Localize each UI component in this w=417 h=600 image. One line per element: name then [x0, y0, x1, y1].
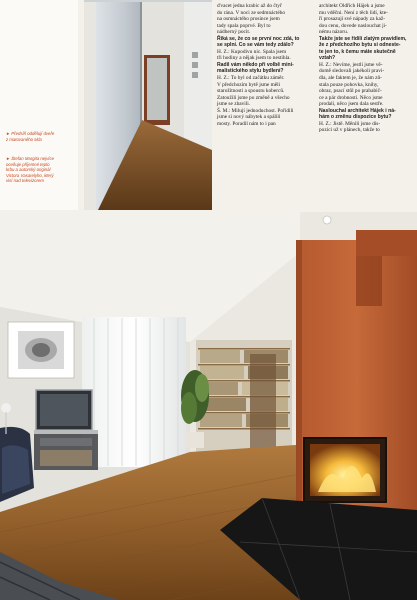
text-line: Říká se, že co se první noc zdá, to [217, 35, 300, 42]
text-line: te jen to, k čemu máte skutečně [319, 48, 396, 55]
text-line: architekt Oldřich Hájek a jsme [319, 3, 385, 9]
caption-line: visí nad televizorem [6, 178, 44, 184]
paragraph [319, 62, 412, 108]
text-line: se splní. Co se vám tedy zdálo? [217, 42, 294, 49]
text-line: dou cenu, dovede naslouchat ji- [319, 22, 387, 29]
interview-question [319, 108, 412, 121]
interview-question [217, 62, 313, 75]
text-line: jsme si nový nábytek a spálili [217, 114, 281, 121]
paragraph [217, 49, 313, 62]
text-line: že z předchozího bytu si odneste- [319, 42, 401, 49]
text-line: Naslouchal architekt Hájek i ná- [319, 107, 396, 114]
paragraph [217, 108, 313, 128]
text-line: tady spala poprvé. Byl to [217, 22, 271, 29]
paragraph [319, 121, 412, 134]
text-line: V předchozím bytě jsme měli [217, 81, 281, 88]
text-line: tři hodiny a nějak jsem to nestihla. [217, 55, 291, 62]
text-line: H. Z.: Jistě. Měnili jsme dis- [319, 120, 381, 127]
text-line: ďvacet jedna krabic až do čtyř [217, 3, 282, 9]
text-line: dla, ale faktem je, že nám zů- [319, 75, 382, 82]
caption-line: Štefan Margita nejvíce [11, 156, 55, 161]
text-line: H. Z.: Kupodivu nic. Spala jsem [217, 48, 287, 55]
caption-line: z matovaného skla [6, 136, 42, 142]
paragraph [217, 75, 313, 108]
text-line: na osmnáctého prosince jsem [217, 16, 280, 23]
text-line: nému názoru. [319, 29, 349, 36]
caption-column [0, 0, 78, 210]
article-column-1 [217, 3, 313, 127]
text-line: mosty. Poradil nám to i pan [217, 120, 276, 127]
caption-arrow-icon: ► [6, 131, 11, 136]
caption-line: krbu a autorský originál [6, 167, 51, 173]
text-line: H. Z.: To byl od začátku záměr. [217, 75, 285, 82]
text-line: H. Z.: Nevíme, jestli jsme vě- [319, 61, 383, 68]
text-line: nádherný pocit. [217, 29, 251, 36]
text-line: malistického stylu bydlení? [217, 68, 284, 75]
text-line: prodali, něco jsem dala sestře. [319, 101, 384, 108]
text-line: stala pouze pohovka, knihy, [319, 81, 379, 88]
interview-question [217, 36, 313, 49]
text-line: vztah? [319, 55, 336, 62]
text-line: starožitnosti a spoustu koberců. [217, 88, 285, 95]
paragraph [217, 3, 313, 36]
text-line: mu vděčni. Není z těch lidí, kte- [319, 9, 388, 16]
text-line: ří prosazují své nápady za kaž- [319, 16, 386, 23]
text-line: ce a pár drobností. Něco jsme [319, 94, 383, 101]
text-line: hám o změnu dispozice bytu? [319, 114, 392, 121]
text-line: Radil vám někdo při volbě mini- [217, 61, 294, 68]
caption-arrow-icon: ► [6, 156, 11, 161]
caption-line: oceňuje příjemné teplo [6, 161, 50, 167]
hallway-photo [84, 0, 212, 210]
photo-caption-fireplace [6, 156, 76, 184]
living-room-photo [0, 212, 417, 600]
caption-line: Victora Vasarelyho, který [6, 172, 54, 178]
paragraph [319, 3, 412, 36]
caption-line: Předsíň oddělují dveře [11, 131, 55, 136]
text-line: jsme se zbavili. [217, 101, 251, 108]
text-line: pozici už v plánech, takže to [319, 127, 380, 134]
text-line: obraz, psací stůl po prababič- [319, 88, 382, 95]
text-line: Š. M.: Milují jednoduchost. Pořídili [217, 107, 294, 114]
text-line: Zatoužili jsme po změně a všecho [217, 94, 290, 101]
text-line: Takže jste se řídili zlatým pravidlem, [319, 35, 407, 42]
interview-question [319, 36, 412, 62]
photo-caption-door [6, 131, 76, 142]
text-line: domě sledovali jakékoli pravi- [319, 68, 385, 75]
article-column-2 [319, 3, 412, 134]
text-line: do rána. V noci ze sedmnáctého [217, 9, 286, 16]
